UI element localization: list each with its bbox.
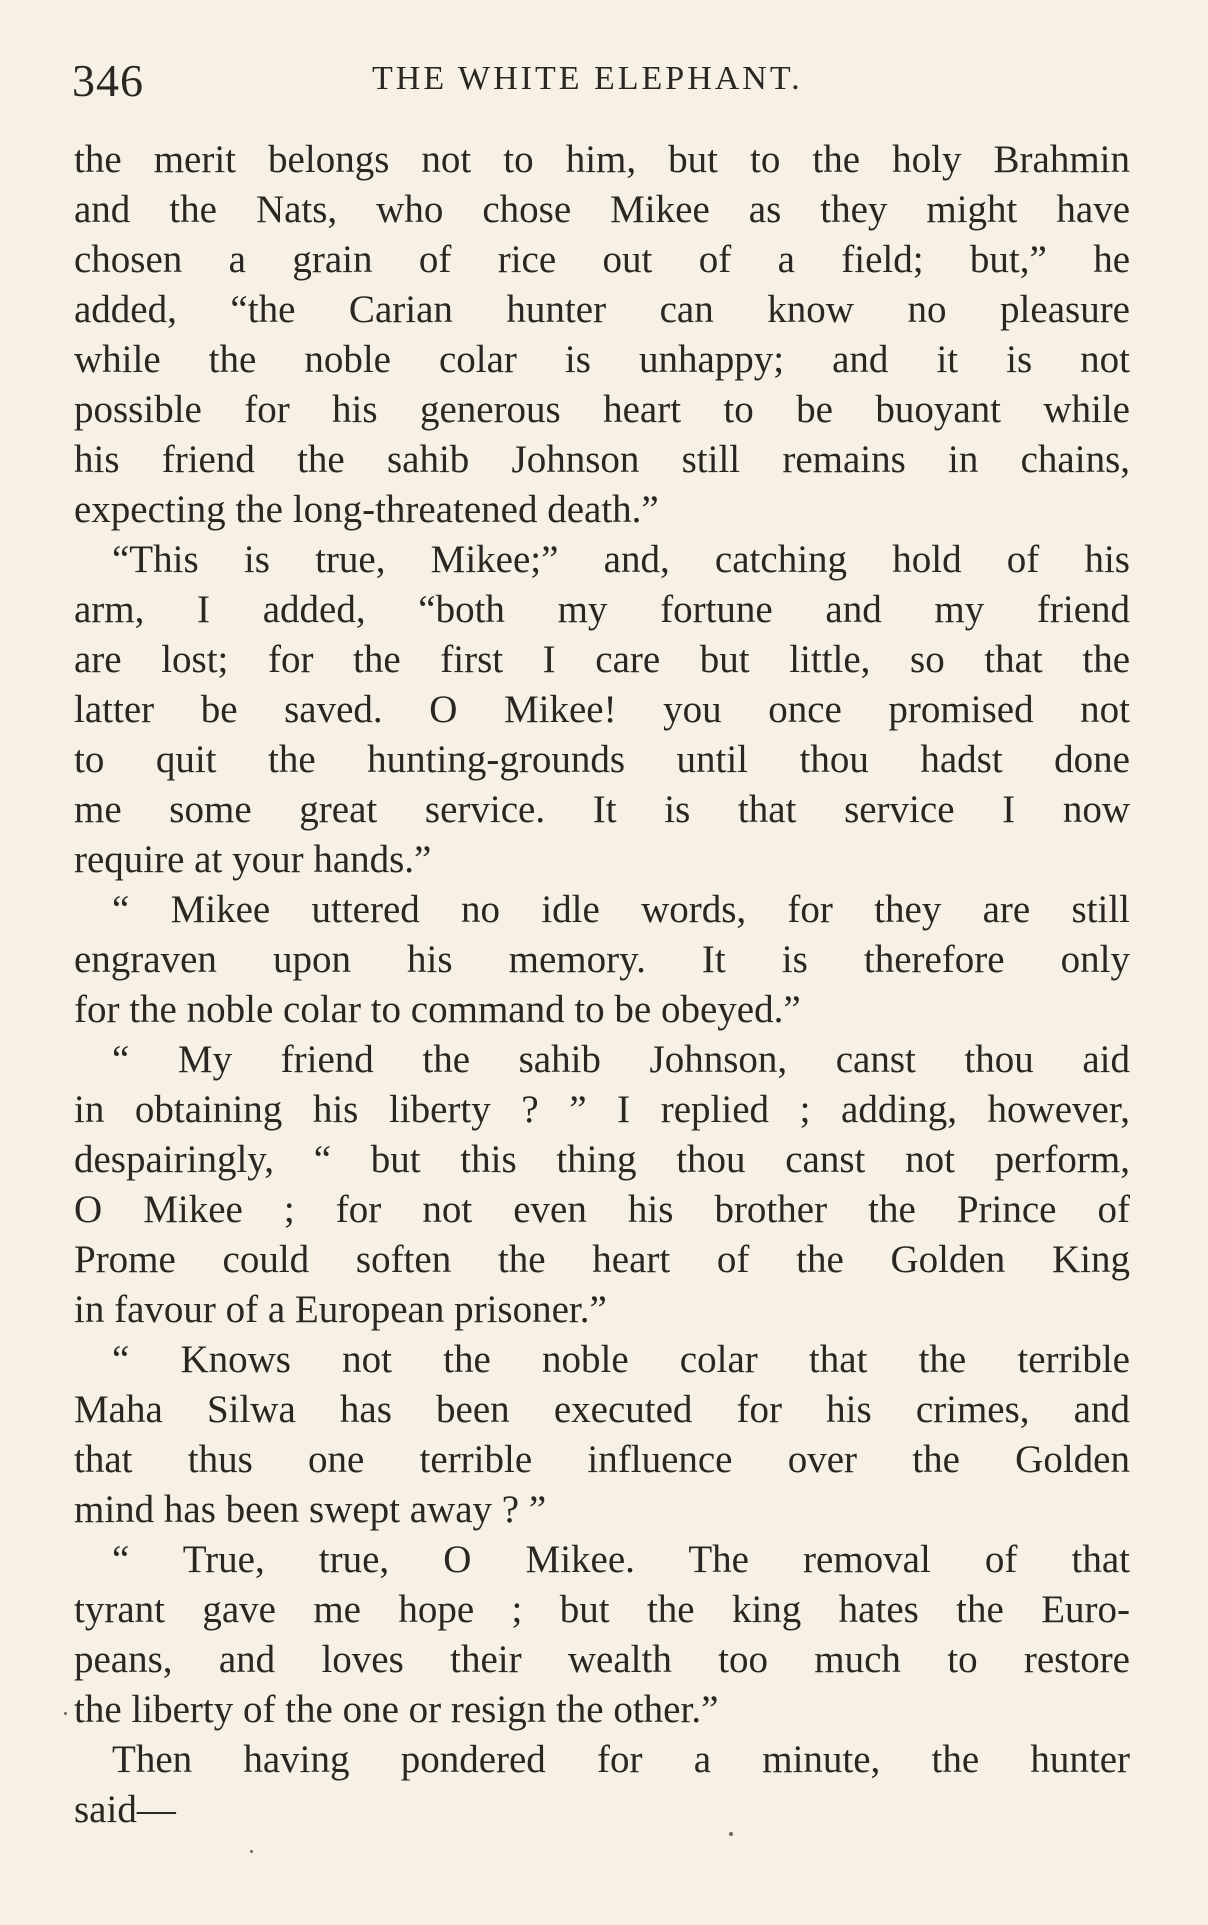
text-line: “ True, true, O Mikee. The removal of that — [112, 1538, 1130, 1581]
text-line: despairingly, “ but this thing thou canst not perform, — [74, 1138, 1130, 1181]
page-number: 346 — [72, 55, 144, 106]
text-line: Then having pondered for a minute, the hunter — [112, 1738, 1130, 1781]
text-line: Prome could soften the heart of the Golden King — [74, 1238, 1130, 1281]
text-line: me some great service. It is that service I now — [74, 788, 1130, 831]
text-line: engraven upon his memory. It is therefore only — [74, 938, 1130, 981]
print-speck — [729, 1832, 733, 1836]
text-line: mind has been swept away ? ” — [74, 1488, 547, 1531]
text-line: and the Nats, who chose Mikee as they might have — [74, 188, 1130, 231]
text-line: added, “the Carian hunter can know no pleasure — [74, 288, 1130, 331]
text-line: “This is true, Mikee;” and, catching hold of his — [112, 538, 1130, 581]
text-line: that thus one terrible influence over the Golden — [74, 1438, 1130, 1481]
text-line: chosen a grain of rice out of a field; but,” he — [74, 238, 1130, 281]
text-line: “ Knows not the noble colar that the terrible — [112, 1338, 1130, 1381]
text-line: “ Mikee uttered no idle words, for they are still — [112, 888, 1130, 931]
text-line: the liberty of the one or resign the other.” — [74, 1688, 719, 1731]
text-line: arm, I added, “both my fortune and my friend — [74, 588, 1130, 631]
text-line: in obtaining his liberty ? ” I replied ; adding, however, — [74, 1088, 1130, 1131]
text-line: latter be saved. O Mikee! you once promised not — [74, 688, 1130, 731]
text-line: the merit belongs not to him, but to the holy Brahmin — [74, 138, 1130, 181]
text-line: his friend the sahib Johnson still remains in chains, — [74, 438, 1130, 481]
text-line: “ My friend the sahib Johnson, canst thou aid — [112, 1038, 1130, 1081]
text-line: are lost; for the first I care but little, so that the — [74, 638, 1130, 681]
text-line: to quit the hunting-grounds until thou hadst done — [74, 738, 1130, 781]
text-line: possible for his generous heart to be buoyant while — [74, 388, 1130, 431]
text-line: for the noble colar to command to be obeyed.” — [74, 988, 801, 1031]
text-line: require at your hands.” — [74, 838, 432, 881]
text-line: said— — [74, 1788, 176, 1831]
running-title: THE WHITE ELEPHANT. — [372, 60, 803, 97]
text-line: while the noble colar is unhappy; and it is not — [74, 338, 1130, 381]
text-line: expecting the long-threatened death.” — [74, 488, 659, 531]
text-line: tyrant gave me hope ; but the king hates the Euro- — [74, 1588, 1130, 1631]
body-text — [74, 135, 1130, 1835]
print-speck — [250, 1850, 253, 1853]
print-speck — [64, 1712, 67, 1715]
running-head — [72, 48, 832, 108]
text-line: O Mikee ; for not even his brother the Prince of — [74, 1188, 1130, 1231]
text-line: Maha Silwa has been executed for his crimes, and — [74, 1388, 1130, 1431]
text-line: in favour of a European prisoner.” — [74, 1288, 607, 1331]
text-line: peans, and loves their wealth too much to restore — [74, 1638, 1130, 1681]
